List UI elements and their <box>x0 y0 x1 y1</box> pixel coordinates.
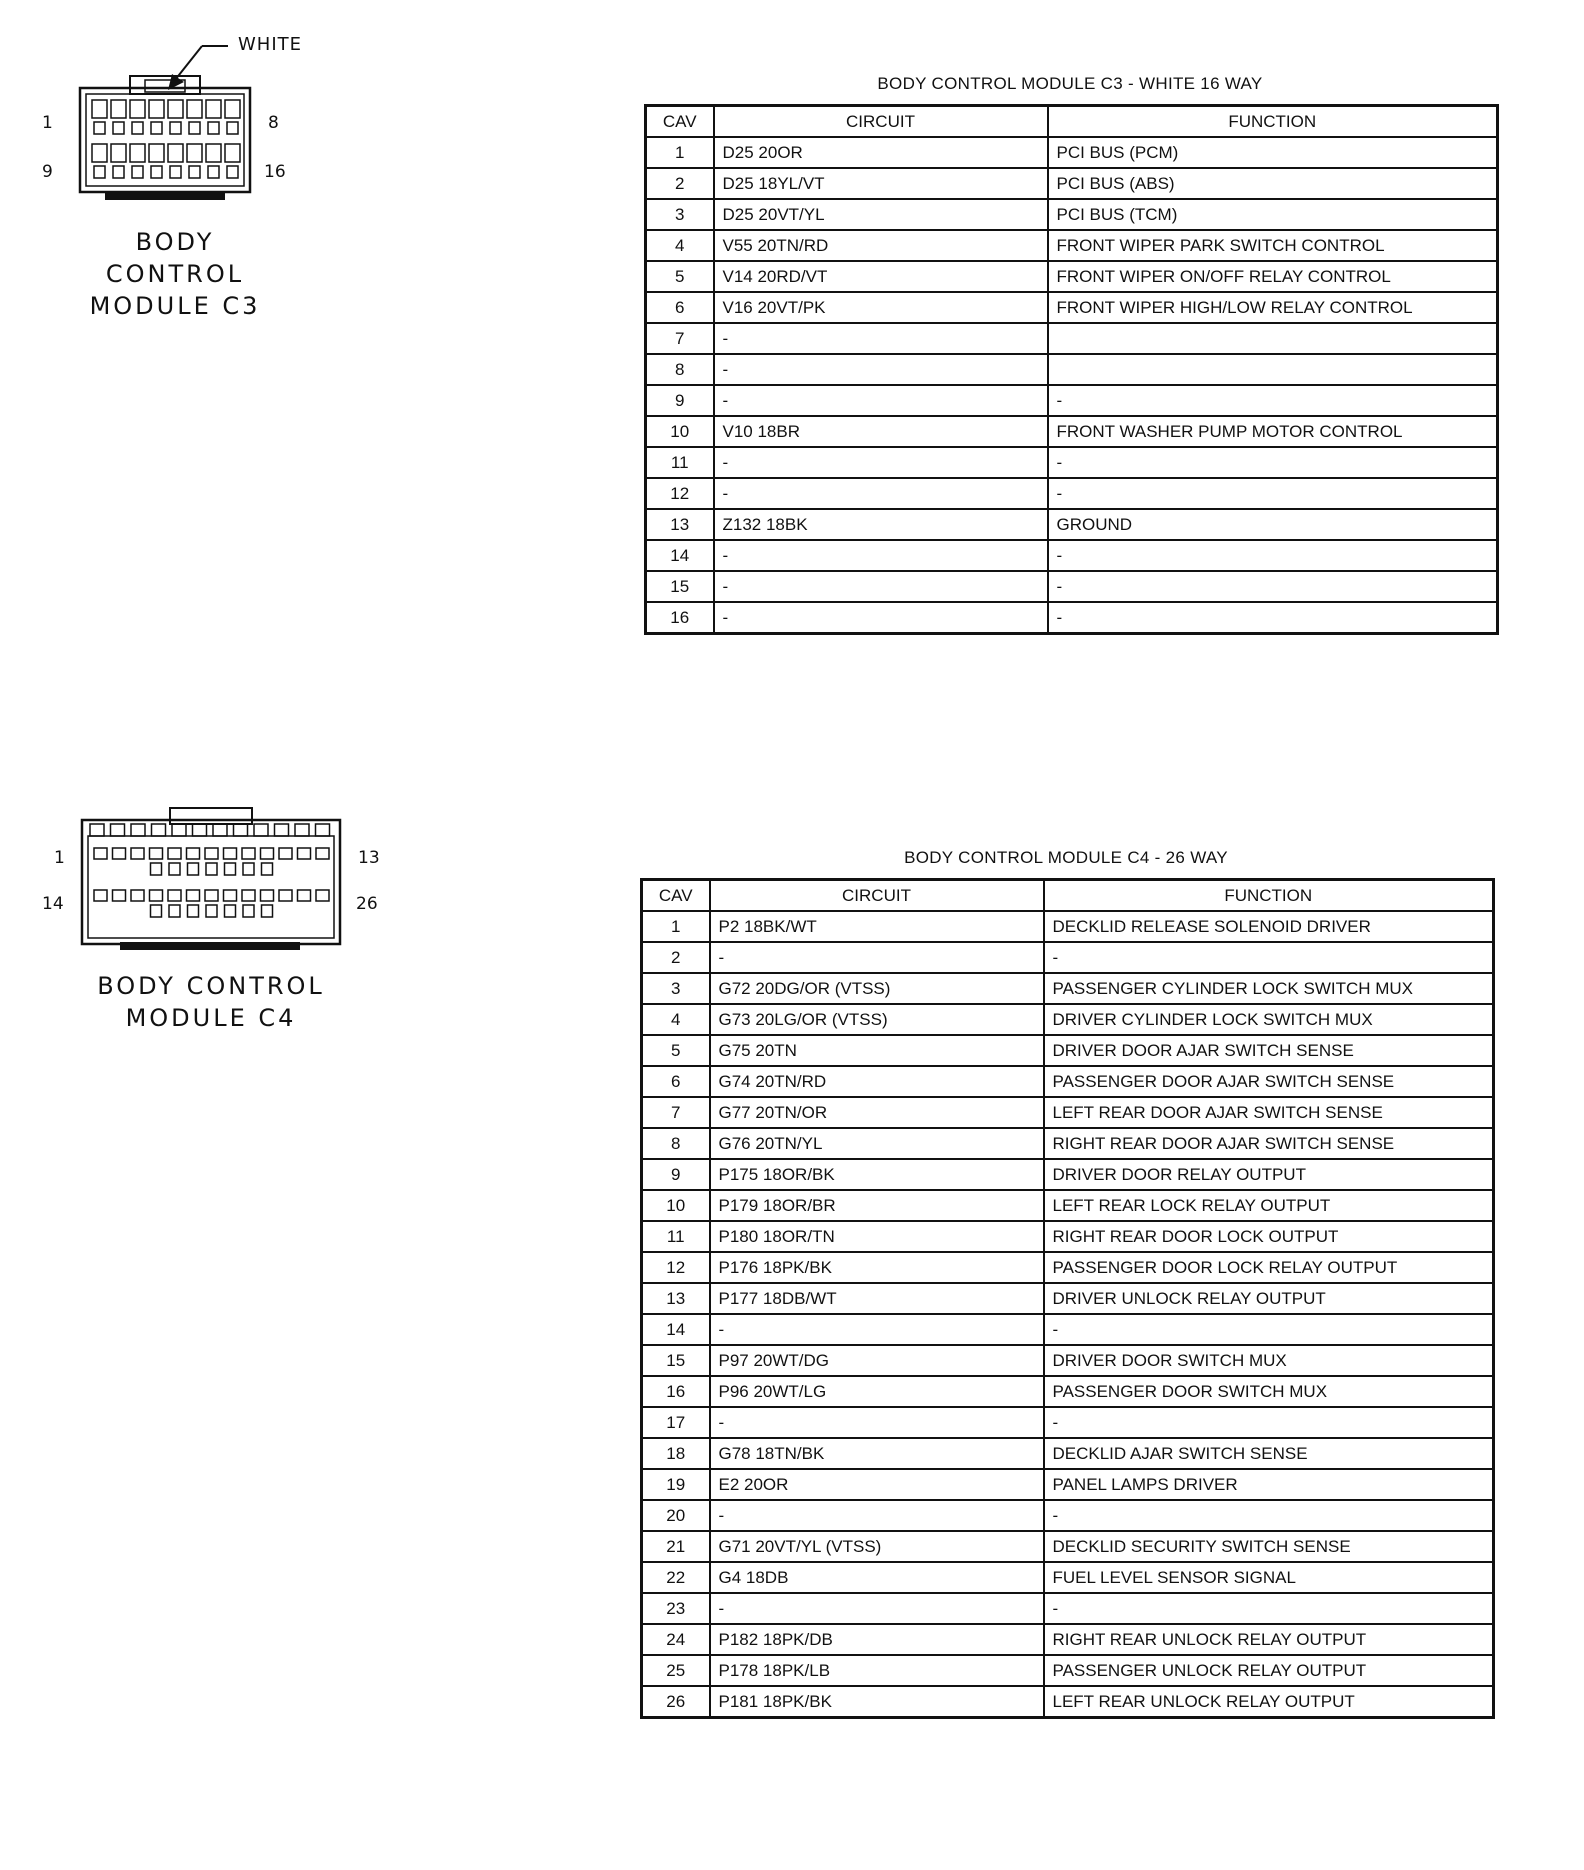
cav-cell: 12 <box>642 1252 710 1283</box>
cav-cell: 14 <box>642 1314 710 1345</box>
c3-color-callout: WHITE <box>238 34 303 55</box>
c3-pin-cavity-lower <box>132 122 143 134</box>
table-row <box>646 571 1498 602</box>
c4-pin-cavity <box>261 890 274 901</box>
cav-cell: 11 <box>646 447 714 478</box>
circuit-cell: - <box>714 540 1048 571</box>
cav-cell: 24 <box>642 1624 710 1655</box>
cav-cell: 8 <box>642 1128 710 1159</box>
circuit-cell: - <box>710 1314 1044 1345</box>
c4-pin-cavity <box>261 848 274 859</box>
function-cell: - <box>1044 942 1494 973</box>
cav-cell: 21 <box>642 1531 710 1562</box>
table-row <box>642 1190 1494 1221</box>
cav-cell: 23 <box>642 1593 710 1624</box>
table-row <box>646 292 1498 323</box>
c4-pin-cavity <box>168 848 181 859</box>
table-row <box>642 1407 1494 1438</box>
function-cell: RIGHT REAR UNLOCK RELAY OUTPUT <box>1044 1624 1494 1655</box>
c4-top-tab <box>316 824 330 836</box>
c4-pin-cavity <box>131 890 144 901</box>
cav-cell: 13 <box>646 509 714 540</box>
c3-pin-cavity <box>111 144 126 162</box>
c3-pin-cavity <box>206 100 221 118</box>
cav-cell: 9 <box>646 385 714 416</box>
table-row <box>642 1500 1494 1531</box>
circuit-cell: P180 18OR/TN <box>710 1221 1044 1252</box>
cav-cell: 20 <box>642 1500 710 1531</box>
circuit-cell: - <box>714 602 1048 634</box>
cav-cell: 1 <box>642 911 710 942</box>
c3-connector-diagram <box>42 30 380 330</box>
circuit-cell: - <box>714 571 1048 602</box>
c3-pin-cavity-lower <box>151 122 162 134</box>
circuit-cell: G76 20TN/YL <box>710 1128 1044 1159</box>
table-row <box>646 478 1498 509</box>
table-row <box>646 602 1498 634</box>
c3-pin-cavity-lower <box>189 166 200 178</box>
function-cell: - <box>1048 385 1498 416</box>
circuit-cell: G72 20DG/OR (VTSS) <box>710 973 1044 1004</box>
table-row <box>642 1314 1494 1345</box>
circuit-cell: G4 18DB <box>710 1562 1044 1593</box>
cav-cell: 22 <box>642 1562 710 1593</box>
table-row <box>642 1004 1494 1035</box>
circuit-cell: D25 20VT/YL <box>714 199 1048 230</box>
circuit-cell: P2 18BK/WT <box>710 911 1044 942</box>
table-row <box>646 354 1498 385</box>
cav-cell: 1 <box>646 137 714 168</box>
circuit-cell: V55 20TN/RD <box>714 230 1048 261</box>
c3-table-title: BODY CONTROL MODULE C3 - WHITE 16 WAY <box>877 74 1263 93</box>
c3-pin-cavity <box>92 100 107 118</box>
circuit-cell: - <box>714 385 1048 416</box>
cav-cell: 7 <box>646 323 714 354</box>
c4-pin-cavity <box>113 848 126 859</box>
circuit-cell: D25 20OR <box>714 137 1048 168</box>
table-row <box>646 540 1498 571</box>
cav-cell: 13 <box>642 1283 710 1314</box>
c4-title-line-2: MODULE C4 <box>125 1004 297 1032</box>
circuit-cell: - <box>714 478 1048 509</box>
table-row <box>642 1655 1494 1686</box>
c4-top-tab <box>172 824 186 836</box>
column-header-circuit: CIRCUIT <box>710 880 1044 912</box>
c3-pin-cavity-lower <box>113 122 124 134</box>
table-row <box>646 137 1498 168</box>
c3-pin-cavity-lower <box>189 122 200 134</box>
c3-pin-cavity-lower <box>208 122 219 134</box>
c4-top-tab <box>213 824 227 836</box>
c4-pin-cavity <box>94 848 107 859</box>
cav-cell: 16 <box>642 1376 710 1407</box>
table-row <box>642 1624 1494 1655</box>
function-cell: - <box>1044 1593 1494 1624</box>
c4-pin-cavity-lower <box>225 905 236 917</box>
circuit-cell: P177 18DB/WT <box>710 1283 1044 1314</box>
circuit-cell: E2 20OR <box>710 1469 1044 1500</box>
c3-pin-cavity <box>206 144 221 162</box>
cav-cell: 12 <box>646 478 714 509</box>
c3-pin-cavity <box>130 100 145 118</box>
function-cell: DECKLID RELEASE SOLENOID DRIVER <box>1044 911 1494 942</box>
c4-title-line-1: BODY CONTROL <box>97 972 325 1000</box>
c4-pin-cavity <box>224 890 237 901</box>
c3-connector-drawing <box>60 30 380 220</box>
c4-pin-cavity <box>279 848 292 859</box>
function-cell: - <box>1048 571 1498 602</box>
table-row <box>646 416 1498 447</box>
table-row <box>646 199 1498 230</box>
table-row <box>642 1686 1494 1718</box>
function-cell: RIGHT REAR DOOR LOCK OUTPUT <box>1044 1221 1494 1252</box>
cav-cell: 5 <box>646 261 714 292</box>
cav-cell: 10 <box>642 1190 710 1221</box>
c4-pin-cavity-lower <box>262 863 273 875</box>
c4-pinout-table <box>640 878 1495 1719</box>
table-header-row <box>642 880 1494 912</box>
c4-top-tab <box>152 824 166 836</box>
c4-connector-drawing <box>60 800 420 960</box>
c4-pin-cavity-lower <box>169 863 180 875</box>
function-cell: - <box>1048 447 1498 478</box>
c4-connector-title <box>82 970 340 1034</box>
c4-pin-label-14: 14 <box>42 894 64 914</box>
cav-cell: 9 <box>642 1159 710 1190</box>
table-row <box>642 1531 1494 1562</box>
cav-cell: 25 <box>642 1655 710 1686</box>
cav-cell: 5 <box>642 1035 710 1066</box>
c4-pin-label-13: 13 <box>358 848 380 868</box>
table-row <box>642 1438 1494 1469</box>
circuit-cell: P182 18PK/DB <box>710 1624 1044 1655</box>
circuit-cell: V10 18BR <box>714 416 1048 447</box>
c3-pin-cavity-lower <box>113 166 124 178</box>
function-cell: PASSENGER DOOR AJAR SWITCH SENSE <box>1044 1066 1494 1097</box>
table-row <box>642 1593 1494 1624</box>
table-row <box>646 385 1498 416</box>
cav-cell: 8 <box>646 354 714 385</box>
c4-pin-cavity-lower <box>169 905 180 917</box>
c4-pin-cavity-lower <box>243 863 254 875</box>
function-cell: FRONT WIPER PARK SWITCH CONTROL <box>1048 230 1498 261</box>
c4-top-tab <box>193 824 207 836</box>
table-row <box>642 1469 1494 1500</box>
cav-cell: 3 <box>646 199 714 230</box>
c4-pin-label-26: 26 <box>356 894 378 914</box>
c3-pin-cavity <box>168 144 183 162</box>
c4-pin-cavity <box>168 890 181 901</box>
c3-pin-label-16: 16 <box>264 162 286 182</box>
function-cell: DRIVER UNLOCK RELAY OUTPUT <box>1044 1283 1494 1314</box>
function-cell: PASSENGER DOOR SWITCH MUX <box>1044 1376 1494 1407</box>
table-row <box>642 1128 1494 1159</box>
cav-cell: 10 <box>646 416 714 447</box>
cav-cell: 6 <box>642 1066 710 1097</box>
function-cell: DRIVER DOOR RELAY OUTPUT <box>1044 1159 1494 1190</box>
circuit-cell: D25 18YL/VT <box>714 168 1048 199</box>
c4-top-tab <box>234 824 248 836</box>
circuit-cell: Z132 18BK <box>714 509 1048 540</box>
function-cell: PCI BUS (PCM) <box>1048 137 1498 168</box>
cav-cell: 2 <box>646 168 714 199</box>
function-cell: PCI BUS (TCM) <box>1048 199 1498 230</box>
c4-pin-cavity-lower <box>151 905 162 917</box>
c3-pin-cavity-lower <box>94 122 105 134</box>
circuit-cell: P181 18PK/BK <box>710 1686 1044 1718</box>
table-row <box>642 1097 1494 1128</box>
c3-connector-title <box>60 226 290 322</box>
function-cell: DRIVER CYLINDER LOCK SWITCH MUX <box>1044 1004 1494 1035</box>
c4-pin-cavity <box>205 890 218 901</box>
table-row <box>642 1221 1494 1252</box>
table-row <box>642 1159 1494 1190</box>
c4-pin-cavity-lower <box>151 863 162 875</box>
function-cell: PASSENGER DOOR LOCK RELAY OUTPUT <box>1044 1252 1494 1283</box>
cav-cell: 6 <box>646 292 714 323</box>
cav-cell: 15 <box>646 571 714 602</box>
table-row <box>642 1283 1494 1314</box>
c4-pin-cavity <box>150 848 163 859</box>
cav-cell: 17 <box>642 1407 710 1438</box>
table-row <box>642 1066 1494 1097</box>
c4-pin-cavity <box>187 848 200 859</box>
c3-pin-cavity-lower <box>227 122 238 134</box>
c4-pin-cavity <box>279 890 292 901</box>
c4-pin-cavity <box>205 848 218 859</box>
circuit-cell: - <box>710 1407 1044 1438</box>
function-cell <box>1048 354 1498 385</box>
function-cell: GROUND <box>1048 509 1498 540</box>
c4-table-title: BODY CONTROL MODULE C4 - 26 WAY <box>904 848 1228 867</box>
c3-pin-cavity <box>225 100 240 118</box>
column-header-cav: CAV <box>646 106 714 138</box>
c4-pin-cavity <box>113 890 126 901</box>
function-cell: LEFT REAR UNLOCK RELAY OUTPUT <box>1044 1686 1494 1718</box>
c3-pin-cavity-lower <box>170 166 181 178</box>
function-cell: - <box>1044 1407 1494 1438</box>
c4-pin-cavity-lower <box>225 863 236 875</box>
c4-pin-cavity <box>316 848 329 859</box>
table-row <box>646 509 1498 540</box>
cav-cell: 7 <box>642 1097 710 1128</box>
c4-pin-cavity <box>242 848 255 859</box>
function-cell: - <box>1044 1314 1494 1345</box>
function-cell: FRONT WIPER HIGH/LOW RELAY CONTROL <box>1048 292 1498 323</box>
function-cell: FRONT WASHER PUMP MOTOR CONTROL <box>1048 416 1498 447</box>
c4-pin-cavity <box>187 890 200 901</box>
circuit-cell: G78 18TN/BK <box>710 1438 1044 1469</box>
c3-pin-cavity-lower <box>151 166 162 178</box>
circuit-cell: - <box>714 354 1048 385</box>
cav-cell: 16 <box>646 602 714 634</box>
function-cell: DECKLID AJAR SWITCH SENSE <box>1044 1438 1494 1469</box>
function-cell: LEFT REAR DOOR AJAR SWITCH SENSE <box>1044 1097 1494 1128</box>
table-row <box>642 911 1494 942</box>
table-row <box>642 1035 1494 1066</box>
function-cell: PASSENGER CYLINDER LOCK SWITCH MUX <box>1044 973 1494 1004</box>
circuit-cell: G74 20TN/RD <box>710 1066 1044 1097</box>
function-cell: FRONT WIPER ON/OFF RELAY CONTROL <box>1048 261 1498 292</box>
cav-cell: 3 <box>642 973 710 1004</box>
table-row <box>642 1252 1494 1283</box>
table-row <box>646 168 1498 199</box>
circuit-cell: - <box>710 1593 1044 1624</box>
c4-top-tab <box>275 824 289 836</box>
cav-cell: 2 <box>642 942 710 973</box>
c4-pin-cavity <box>224 848 237 859</box>
c4-pin-cavity <box>298 848 311 859</box>
table-row <box>646 447 1498 478</box>
c3-pin-cavity-lower <box>208 166 219 178</box>
c4-pin-label-1: 1 <box>54 848 65 868</box>
c3-pin-label-9: 9 <box>42 162 53 182</box>
c4-pin-cavity <box>150 890 163 901</box>
cav-cell: 26 <box>642 1686 710 1718</box>
cav-cell: 11 <box>642 1221 710 1252</box>
c3-pin-cavity <box>149 100 164 118</box>
table-row <box>642 942 1494 973</box>
circuit-cell: V14 20RD/VT <box>714 261 1048 292</box>
table-row <box>646 323 1498 354</box>
c4-top-tab <box>254 824 268 836</box>
table-row <box>646 261 1498 292</box>
circuit-cell: - <box>710 1500 1044 1531</box>
circuit-cell: V16 20VT/PK <box>714 292 1048 323</box>
table-row <box>642 1562 1494 1593</box>
cav-cell: 15 <box>642 1345 710 1376</box>
circuit-cell: P175 18OR/BK <box>710 1159 1044 1190</box>
function-cell: DECKLID SECURITY SWITCH SENSE <box>1044 1531 1494 1562</box>
cav-cell: 19 <box>642 1469 710 1500</box>
function-cell: - <box>1048 602 1498 634</box>
function-cell: DRIVER DOOR AJAR SWITCH SENSE <box>1044 1035 1494 1066</box>
function-cell: RIGHT REAR DOOR AJAR SWITCH SENSE <box>1044 1128 1494 1159</box>
circuit-cell: P179 18OR/BR <box>710 1190 1044 1221</box>
c3-pin-cavity <box>111 100 126 118</box>
circuit-cell: P97 20WT/DG <box>710 1345 1044 1376</box>
column-header-function: FUNCTION <box>1048 106 1498 138</box>
c3-pinout-table <box>644 104 1499 635</box>
c3-pin-cavity <box>187 100 202 118</box>
c3-pin-cavity <box>225 144 240 162</box>
c4-pin-cavity-lower <box>188 905 199 917</box>
c3-pin-cavity <box>187 144 202 162</box>
c3-pin-cavity-lower <box>94 166 105 178</box>
circuit-cell: G75 20TN <box>710 1035 1044 1066</box>
table-header-row <box>646 106 1498 138</box>
c3-pin-cavity <box>168 100 183 118</box>
table-row <box>646 230 1498 261</box>
c3-pin-label-8: 8 <box>268 113 279 133</box>
function-cell: PCI BUS (ABS) <box>1048 168 1498 199</box>
c3-pin-cavity-lower <box>227 166 238 178</box>
table-row <box>642 1345 1494 1376</box>
function-cell: FUEL LEVEL SENSOR SIGNAL <box>1044 1562 1494 1593</box>
c4-top-tab <box>90 824 104 836</box>
function-cell: - <box>1048 478 1498 509</box>
column-header-function: FUNCTION <box>1044 880 1494 912</box>
table-row <box>642 1376 1494 1407</box>
circuit-cell: P96 20WT/LG <box>710 1376 1044 1407</box>
function-cell: - <box>1048 540 1498 571</box>
circuit-cell: - <box>714 447 1048 478</box>
c4-pin-cavity-lower <box>243 905 254 917</box>
circuit-cell: G71 20VT/YL (VTSS) <box>710 1531 1044 1562</box>
circuit-cell: G73 20LG/OR (VTSS) <box>710 1004 1044 1035</box>
circuit-cell: - <box>710 942 1044 973</box>
function-cell: LEFT REAR LOCK RELAY OUTPUT <box>1044 1190 1494 1221</box>
c3-pin-cavity <box>149 144 164 162</box>
c4-pin-cavity <box>94 890 107 901</box>
cav-cell: 4 <box>646 230 714 261</box>
c3-pin-cavity-lower <box>132 166 143 178</box>
c4-pin-cavity-lower <box>206 905 217 917</box>
c3-title-line-2: CONTROL <box>105 260 245 288</box>
function-cell: DRIVER DOOR SWITCH MUX <box>1044 1345 1494 1376</box>
c4-top-tab <box>295 824 309 836</box>
c3-pin-cavity <box>92 144 107 162</box>
c4-pin-cavity-lower <box>188 863 199 875</box>
c4-pin-cavity-lower <box>262 905 273 917</box>
cav-cell: 14 <box>646 540 714 571</box>
c3-pin-label-1: 1 <box>42 113 53 133</box>
c3-pin-cavity <box>130 144 145 162</box>
circuit-cell: - <box>714 323 1048 354</box>
c4-top-tab <box>131 824 145 836</box>
function-cell: PASSENGER UNLOCK RELAY OUTPUT <box>1044 1655 1494 1686</box>
column-header-circuit: CIRCUIT <box>714 106 1048 138</box>
cav-cell: 18 <box>642 1438 710 1469</box>
cav-cell: 4 <box>642 1004 710 1035</box>
column-header-cav: CAV <box>642 880 710 912</box>
c3-pin-cavity-lower <box>170 122 181 134</box>
c4-pin-cavity <box>242 890 255 901</box>
c4-pin-cavity <box>298 890 311 901</box>
table-row <box>642 973 1494 1004</box>
function-cell: PANEL LAMPS DRIVER <box>1044 1469 1494 1500</box>
circuit-cell: G77 20TN/OR <box>710 1097 1044 1128</box>
circuit-cell: P178 18PK/LB <box>710 1655 1044 1686</box>
c4-pin-cavity-lower <box>206 863 217 875</box>
c4-top-tab <box>111 824 125 836</box>
c4-connector-diagram <box>42 800 420 1060</box>
circuit-cell: P176 18PK/BK <box>710 1252 1044 1283</box>
c3-title-line-3: MODULE C3 <box>89 292 261 320</box>
c4-pin-cavity <box>316 890 329 901</box>
function-cell <box>1048 323 1498 354</box>
function-cell: - <box>1044 1500 1494 1531</box>
c4-pin-cavity <box>131 848 144 859</box>
c3-title-line-1: BODY <box>135 228 215 256</box>
